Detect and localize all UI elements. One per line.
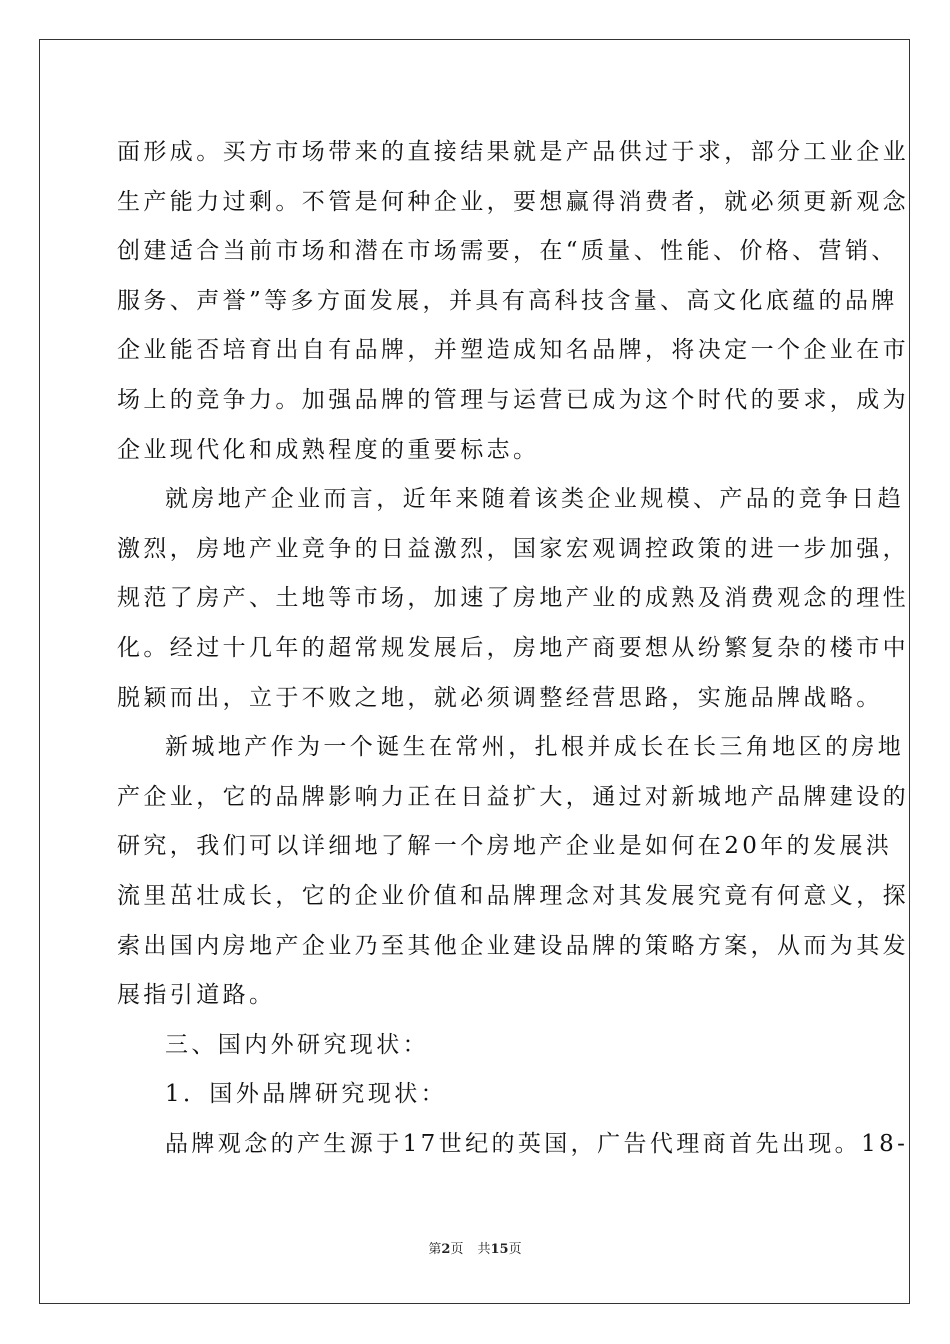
text-line: 企业现代化和成熟程度的重要标志。 xyxy=(117,436,540,463)
paragraph-first-line: 品牌观念的产生源于17世纪的英国，广告代理商首先出现。18- xyxy=(165,1130,909,1157)
total-pages: 15 xyxy=(490,1242,509,1257)
text-line: 生产能力过剩。不管是何种企业，要想赢得消费者，就必须更新观念 xyxy=(117,188,909,215)
paragraph-first-line: 就房地产企业而言，近年来随着该类企业规模、产品的竞争日趋 xyxy=(165,486,905,513)
text-line: 展指引道路。 xyxy=(117,982,276,1009)
text-line: 创建适合当前市场和潜在市场需要，在“质量、性能、价格、营销、 xyxy=(117,238,898,265)
document-body xyxy=(117,128,909,1169)
text-line: 企业能否培育出自有品牌，并塑造成知名品牌，将决定一个企业在市 xyxy=(117,337,909,364)
text-line: 规范了房产、土地等市场，加速了房地产业的成熟及消费观念的理性 xyxy=(117,585,909,612)
total-label-suffix: 页 xyxy=(508,1242,522,1257)
text-line: 面形成。买方市场带来的直接结果就是产品供过于求，部分工业企业 xyxy=(117,139,909,165)
text-line: 流里茁壮成长，它的企业价值和品牌理念对其发展究竟有何意义，探 xyxy=(117,882,909,909)
page-footer xyxy=(0,1238,950,1257)
page-number: 2 xyxy=(441,1242,451,1257)
text-line: 索出国内房地产企业乃至其他企业建设品牌的策略方案，从而为其发 xyxy=(117,932,909,959)
text-line: 场上的竞争力。加强品牌的管理与运营已成为这个时代的要求，成为 xyxy=(117,386,909,413)
text-line: 研究，我们可以详细地了解一个房地产企业是如何在20年的发展洪 xyxy=(117,833,893,860)
section-heading: 三、国内外研究现状： xyxy=(165,1031,429,1058)
text-line: 产企业，它的品牌影响力正在日益扩大，通过对新城地产品牌建设的 xyxy=(117,783,909,810)
text-line: 脱颖而出，立于不败之地，就必须调整经营思路，实施品牌战略。 xyxy=(117,684,883,711)
text-line: 激烈，房地产业竞争的日益激烈，国家宏观调控政策的进一步加强， xyxy=(117,535,909,562)
page-label-prefix: 第 xyxy=(428,1242,442,1257)
text-line: 化。经过十几年的超常规发展后，房地产商要想从纷繁复杂的楼市中 xyxy=(117,634,909,661)
paragraph-first-line: 新城地产作为一个诞生在常州，扎根并成长在长三角地区的房地 xyxy=(165,734,905,761)
page-label-suffix: 页 xyxy=(450,1242,464,1257)
text-line: 服务、声誉”等多方面发展，并具有高科技含量、高文化底蕴的品牌 xyxy=(117,287,898,314)
subsection-heading: 1．国外品牌研究现状： xyxy=(165,1081,448,1108)
total-label-prefix: 共 xyxy=(477,1242,491,1257)
